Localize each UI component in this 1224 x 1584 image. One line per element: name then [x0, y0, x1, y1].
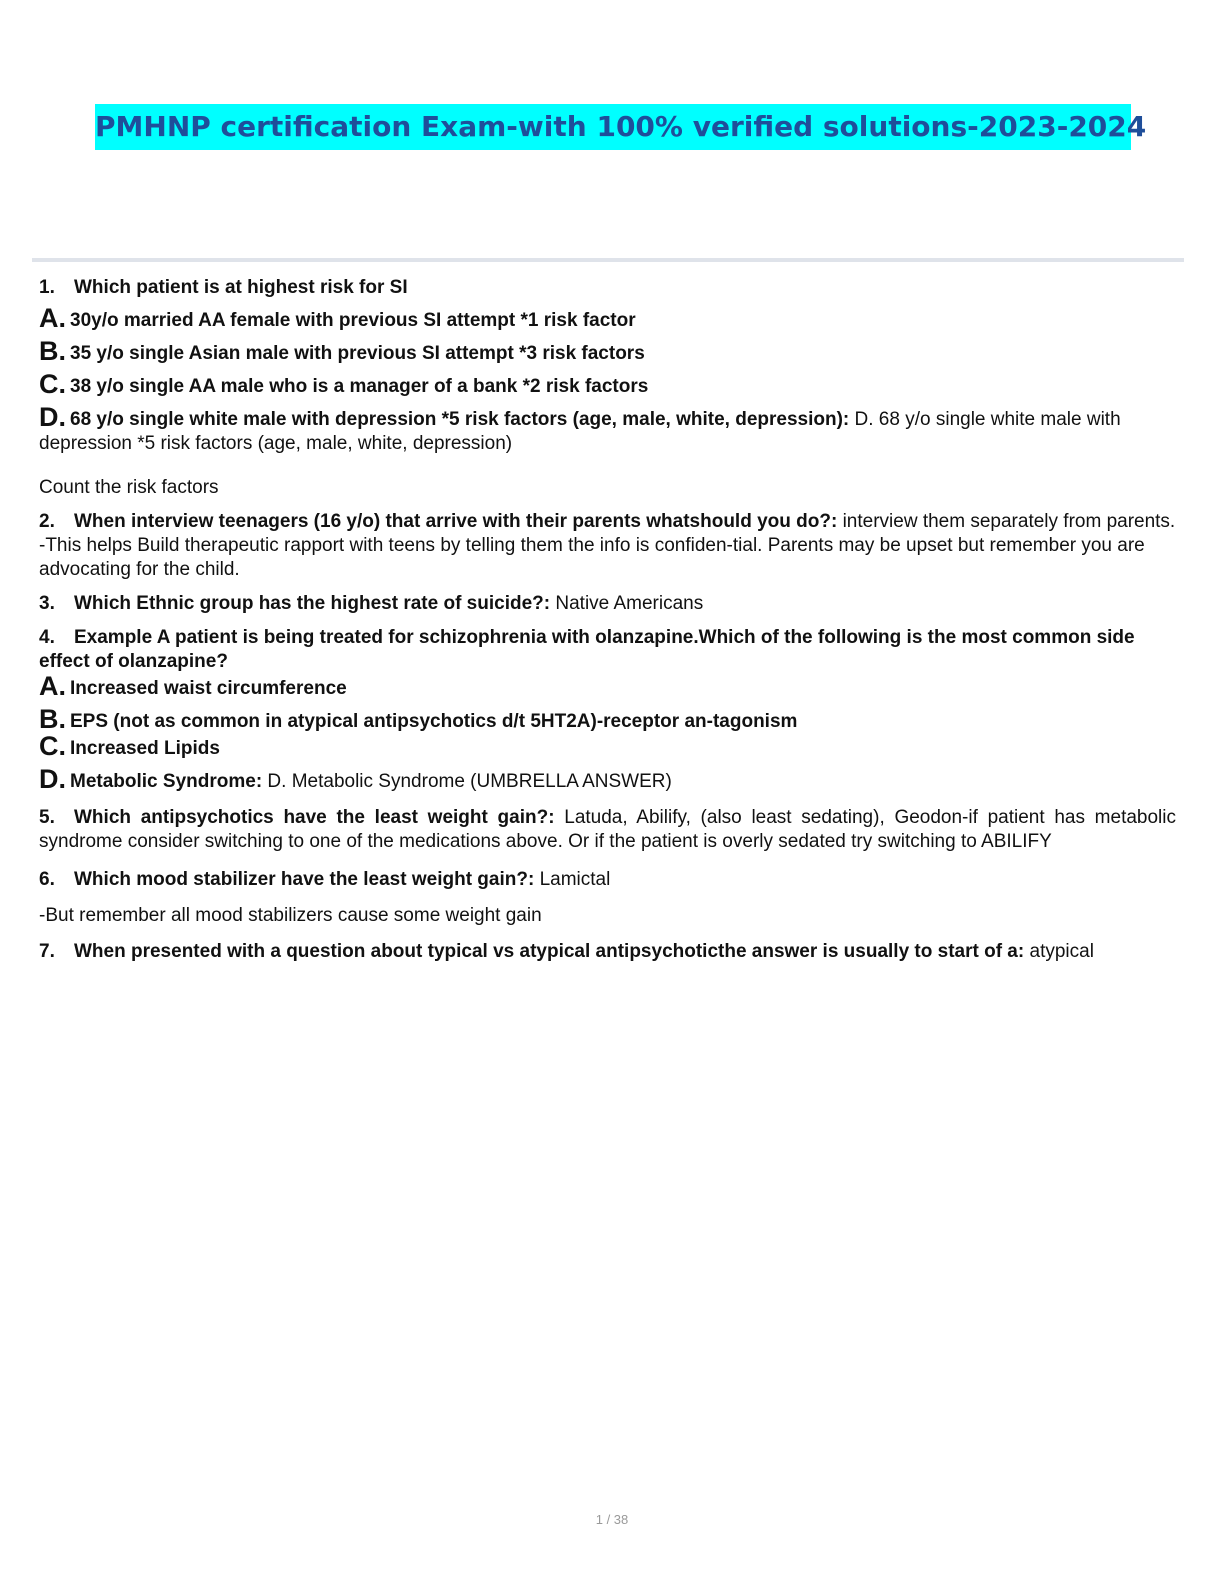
question-text: Which Ethnic group has the highest rate of suicide?:: [74, 593, 551, 614]
question-number: 6.: [39, 869, 55, 890]
question-text: Example A patient is being treated for schizophrenia with olanzapine.Which of the following is the most common side effect of olanzapine?: [39, 627, 1135, 672]
question-number: 7.: [39, 941, 55, 962]
question-4: [39, 626, 1176, 674]
option-letter: B.: [39, 704, 66, 734]
option-d: [39, 764, 1176, 794]
option-text: 35 y/o single Asian male with previous SI attempt *3 risk factors: [70, 343, 645, 364]
option-a: [39, 671, 1176, 701]
answer-text: Latuda, Abilify, (also least sedating), Geodon-if patient has metabolic syndrome consider switching to one of the medications above. Or if the patient is overly sedated try switching to ABILIFY: [39, 807, 1176, 852]
question-text: Which patient is at highest risk for SI: [74, 277, 408, 298]
option-letter: D.: [39, 764, 66, 794]
answer-text: interview them separately from parents.: [837, 511, 1176, 532]
question-text: Which antipsychotics have the least weight gain?:: [74, 807, 555, 828]
answer-text: Native Americans: [550, 593, 704, 614]
question-3: [39, 592, 1176, 616]
note: -This helps Build therapeutic rapport with teens by telling them the info is confiden-tial. Parents may be upset but remember you are advocating for the child.: [39, 535, 1145, 580]
question-number: 2.: [39, 511, 55, 532]
answer-text: atypical: [1024, 941, 1094, 962]
question-number: 1.: [39, 277, 55, 298]
question-5: [39, 806, 1176, 854]
option-text: Increased Lipids: [70, 738, 220, 759]
option-b: [39, 336, 1176, 366]
option-letter: A.: [39, 303, 66, 333]
option-text: 30y/o married AA female with previous SI attempt *1 risk factor: [70, 310, 636, 331]
option-letter: C.: [39, 369, 66, 399]
option-d: [39, 402, 1176, 456]
option-letter: C.: [39, 731, 66, 761]
title-highlight: [95, 104, 1147, 150]
note: Count the risk factors: [39, 477, 219, 498]
option-text: Increased waist circumference: [70, 678, 347, 699]
option-a: [39, 303, 1176, 333]
question-1: [39, 276, 1176, 300]
page-number: 1 / 38: [595, 1512, 629, 1527]
document-body: [39, 276, 1176, 964]
answer-text: Lamictal: [534, 869, 611, 890]
question-text: Which mood stabilizer have the least weight gain?:: [74, 869, 535, 890]
option-letter: A.: [39, 671, 66, 701]
question-text: When interview teenagers (16 y/o) that arrive with their parents whatshould you do?:: [74, 511, 838, 532]
option-text: 38 y/o single AA male who is a manager of a bank *2 risk factors: [70, 376, 649, 397]
document-title: PMHNP certification Exam-with 100% verified solutions-2023-2024: [95, 110, 1147, 143]
option-c: [39, 731, 1176, 761]
divider: [32, 258, 1184, 262]
option-c: [39, 369, 1176, 399]
note: -But remember all mood stabilizers cause some weight gain: [39, 905, 542, 926]
question-7: [39, 940, 1176, 964]
question-number: 5.: [39, 807, 55, 828]
option-letter: D.: [39, 402, 66, 432]
option-text: Metabolic Syndrome:: [70, 771, 263, 792]
option-text: 68 y/o single white male with depression *5 risk factors (age, male, white, depression):: [70, 409, 850, 430]
option-text: EPS (not as common in atypical antipsychotics d/t 5HT2A)-receptor an-tagonism: [70, 711, 798, 732]
option-letter: B.: [39, 336, 66, 366]
answer-text: D. Metabolic Syndrome (UMBRELLA ANSWER): [262, 771, 672, 792]
question-2: [39, 510, 1176, 534]
question-number: 4.: [39, 627, 55, 648]
question-6: [39, 868, 1176, 892]
question-text: When presented with a question about typical vs atypical antipsychoticthe answer is usually to start of a:: [74, 941, 1025, 962]
answer-text: D. 68 y/o single white male with depression *5 risk factors (age, male, white, depression): [39, 409, 1121, 454]
option-b: [39, 704, 1176, 734]
question-number: 3.: [39, 593, 55, 614]
